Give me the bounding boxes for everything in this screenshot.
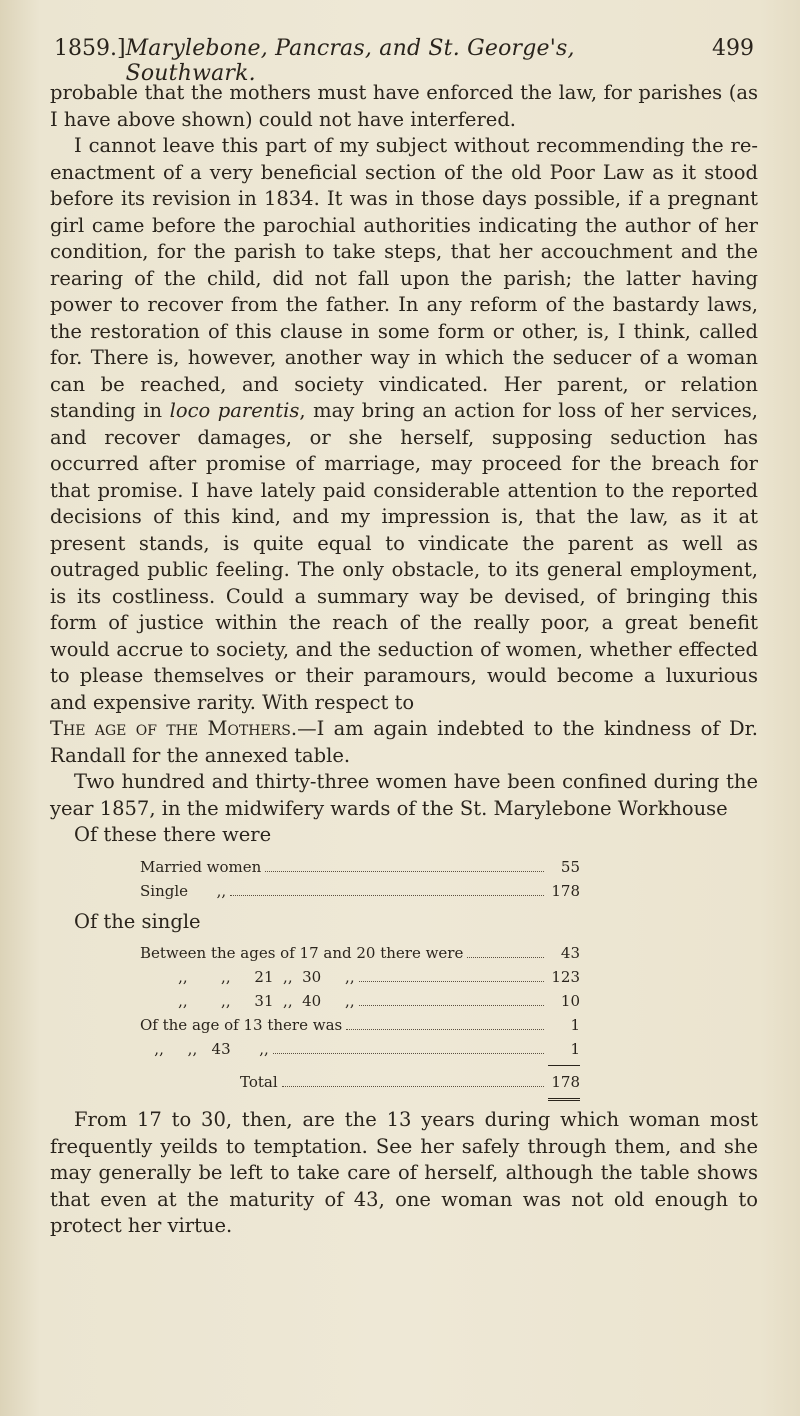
latin-phrase: loco parentis (169, 399, 300, 422)
of-single-label: Of the single (74, 909, 201, 933)
marital-status-table (50, 855, 580, 903)
table-row (140, 941, 580, 965)
of-these-label: Of these there were (74, 823, 272, 846)
row-label: Of the age of 13 there was (140, 1016, 343, 1034)
running-head (54, 36, 754, 86)
leader-dots (230, 895, 544, 896)
table-row (140, 989, 580, 1013)
table-row (140, 879, 580, 903)
row-value: 55 (560, 857, 580, 876)
row-label: ,, ,, 43 ,, (140, 1040, 269, 1058)
body-text (50, 80, 758, 1240)
paragraph-opening: probable that the mothers must have enforced the law, for parishes (as I have above shown) could not have interfered. (50, 81, 758, 131)
row-value: 1 (570, 1040, 580, 1058)
row-value: 1 (570, 1016, 580, 1034)
leader-dots (359, 1005, 544, 1006)
paragraph-age-section (50, 716, 758, 769)
paragraph-confinements: Two hundred and thirty-three women have been confined during the year 1857, in the midwifery wards of the St. Marylebone Workhouse (50, 770, 758, 820)
row-value: 10 (560, 992, 580, 1010)
table-row (140, 855, 580, 879)
leader-dots (467, 957, 544, 958)
row-label: ,, ,, 21 ,, 30 ,, (140, 968, 355, 986)
total-row (140, 1070, 580, 1094)
row-value: 123 (551, 968, 580, 986)
age-table (50, 941, 580, 1101)
section-heading-continuation: —I am again indebted to the kindness of Dr. Randall for the annexed table. (50, 717, 758, 767)
row-label: ,, ,, 31 ,, 40 ,, (140, 992, 355, 1010)
table-row (140, 1037, 580, 1061)
table-row (140, 1013, 580, 1037)
paragraph-main: I cannot leave this part of my subject without recommending the re-enactment of a very beneficial section of the old Poor Law as it stood before its revision in 1834. It was in those days possible, if a pregnant girl came before the parochial authorities indicating the author of her condition, for the parish to take steps, that her accouchment and the rearing of the child, did not fall upon the parish; the latter having power to recover from the father. In any reform of the bastardy laws, the restoration of this clause in some form or other, is, I think, called for. There is, however, another way in which the seducer of a woman can be reached, and society vindicated. Her parent, or relation standing in loco parentis, may bring an action for loss of her services, and recover damages, or she herself, supposing seduction has occurred after promise of marriage, may proceed for the breach for that promise. I have lately paid considerable attention to the reported decisions of this kind, and my impression is, that the law, as it at present stands, is quite equal to vindicate the parent as well as outraged public feeling. The only obstacle, to its general employment, is its costliness. Could a summary way be devised, of bringing this form of justice within the reach of the really poor, a great benefit would accrue to society, and the seduction of women, whether effected to please themselves or their paramours, would become a luxurious and expensive rarity. With respect to (50, 134, 758, 714)
table-row (140, 965, 580, 989)
row-value: 178 (551, 881, 580, 900)
leader-dots (273, 1053, 544, 1054)
row-label: Married women (140, 857, 262, 876)
row-label: Single ,, (140, 881, 227, 900)
paragraph-closing: From 17 to 30, then, are the 13 years during which woman most frequently yeilds to temptation. See her safely through them, and she may generally be left to take care of herself, although the table shows that even at the maturity of 43, one woman was not old enough to protect her virtue. (50, 1108, 758, 1237)
leader-dots (282, 1086, 544, 1087)
total-rule (548, 1098, 580, 1101)
row-value: 43 (560, 944, 580, 962)
total-value: 178 (551, 1073, 580, 1091)
leader-dots (346, 1029, 544, 1030)
section-heading: The age of the Mothers. (50, 717, 298, 740)
leader-dots (359, 981, 544, 982)
sum-rule (548, 1065, 580, 1066)
leader-dots (265, 871, 544, 872)
row-label: Between the ages of 17 and 20 there were (140, 944, 464, 962)
header-title: Marylebone, Pancras, and St. George's, Southwark. (125, 36, 575, 86)
header-year: 1859.] (54, 36, 126, 61)
page-number: 499 (712, 36, 754, 61)
total-label: Total (240, 1073, 278, 1091)
